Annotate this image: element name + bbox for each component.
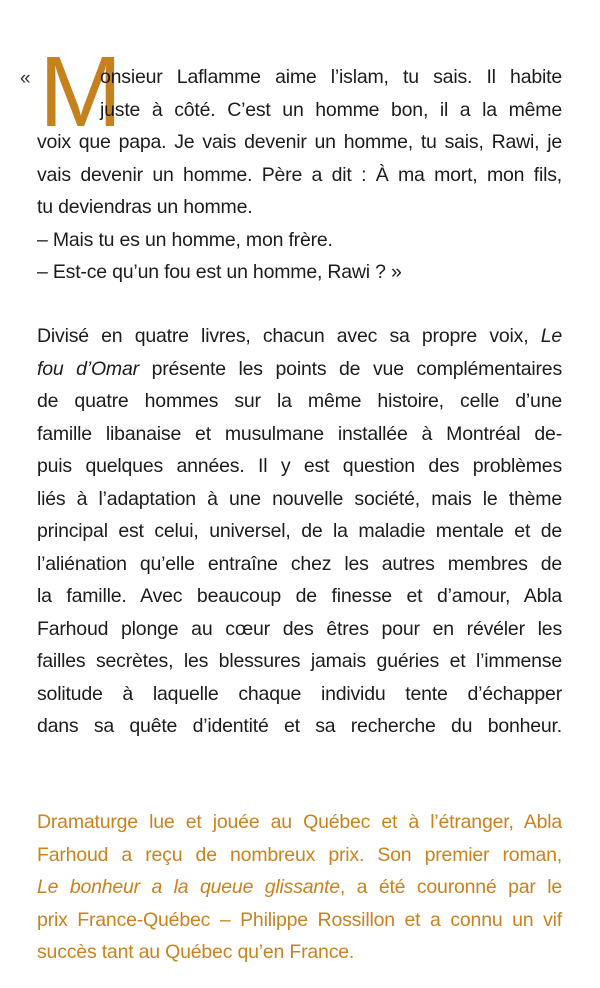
description-line: la famille. Avec beaucoup de finesse et d’amour, Abla bbox=[37, 585, 562, 607]
bio-line: succès tant au Québec qu’en France. bbox=[37, 941, 355, 963]
first-novel-title: Le bonheur a la queue glissante bbox=[37, 876, 340, 898]
description-line bbox=[37, 320, 562, 353]
description-line: famille libanaise et musulmane installée à Montréal de- bbox=[37, 422, 562, 445]
bio-line: Farhoud a reçu de nombreux prix. Son premier roman, bbox=[37, 843, 562, 866]
book-title-part: fou d’Omar bbox=[37, 357, 139, 380]
description-line: solitude à laquelle chaque individu tente d’échapper bbox=[37, 682, 562, 705]
excerpt-quote bbox=[37, 61, 562, 289]
description-line: failles secrètes, les blessures jamais guéries et l’immense bbox=[37, 650, 562, 672]
book-description bbox=[37, 320, 562, 743]
description-line: puis quelques années. Il y est question des problèmes bbox=[37, 455, 562, 477]
quote-line: onsieur Laflamme aime l’islam, tu sais. Il habite bbox=[100, 66, 562, 88]
drop-cap-letter: M bbox=[39, 36, 123, 148]
description-line: Farhoud plonge au cœur des êtres pour en révéler les bbox=[37, 617, 562, 640]
quote-line: – Mais tu es un homme, mon frère. bbox=[37, 228, 333, 251]
quote-line: – Est-ce qu’un fou est un homme, Rawi ? » bbox=[37, 261, 402, 283]
bio-line: Dramaturge lue et jouée au Québec et à l’étranger, Abla bbox=[37, 811, 562, 833]
quote-line: voix que papa. Je vais devenir un homme, tu sais, Rawi, je bbox=[37, 131, 562, 153]
description-line: l’aliénation qu’elle entraîne chez les autres membres de bbox=[37, 552, 562, 575]
description-line: dans sa quête d’identité et sa recherche du bonheur. bbox=[37, 715, 562, 737]
quote-line: vais devenir un homme. Père a dit : À ma mort, mon fils, bbox=[37, 163, 562, 186]
description-text: Divisé en quatre livres, chacun avec sa propre voix, bbox=[37, 325, 529, 347]
description-text: présente les points de vue complémentaires bbox=[151, 357, 562, 380]
book-title-part: Le bbox=[540, 325, 562, 347]
author-bio bbox=[37, 806, 562, 969]
description-line bbox=[37, 353, 562, 386]
bio-line bbox=[37, 871, 562, 904]
description-line: principal est celui, universel, de la maladie mentale et de bbox=[37, 520, 562, 542]
description-line: de quatre hommes sur la même histoire, celle d’une bbox=[37, 390, 562, 412]
quote-line: tu deviendras un homme. bbox=[37, 196, 253, 218]
quote-line: juste à côté. C’est un homme bon, il a la même bbox=[100, 98, 562, 121]
bio-line: prix France-Québec – Philippe Rossillon et a connu un vif bbox=[37, 908, 562, 931]
description-line: liés à l’adaptation à une nouvelle société, mais le thème bbox=[37, 487, 562, 510]
bio-text: , a été couronné par le bbox=[339, 876, 562, 898]
opening-quote-mark: « bbox=[20, 68, 31, 89]
